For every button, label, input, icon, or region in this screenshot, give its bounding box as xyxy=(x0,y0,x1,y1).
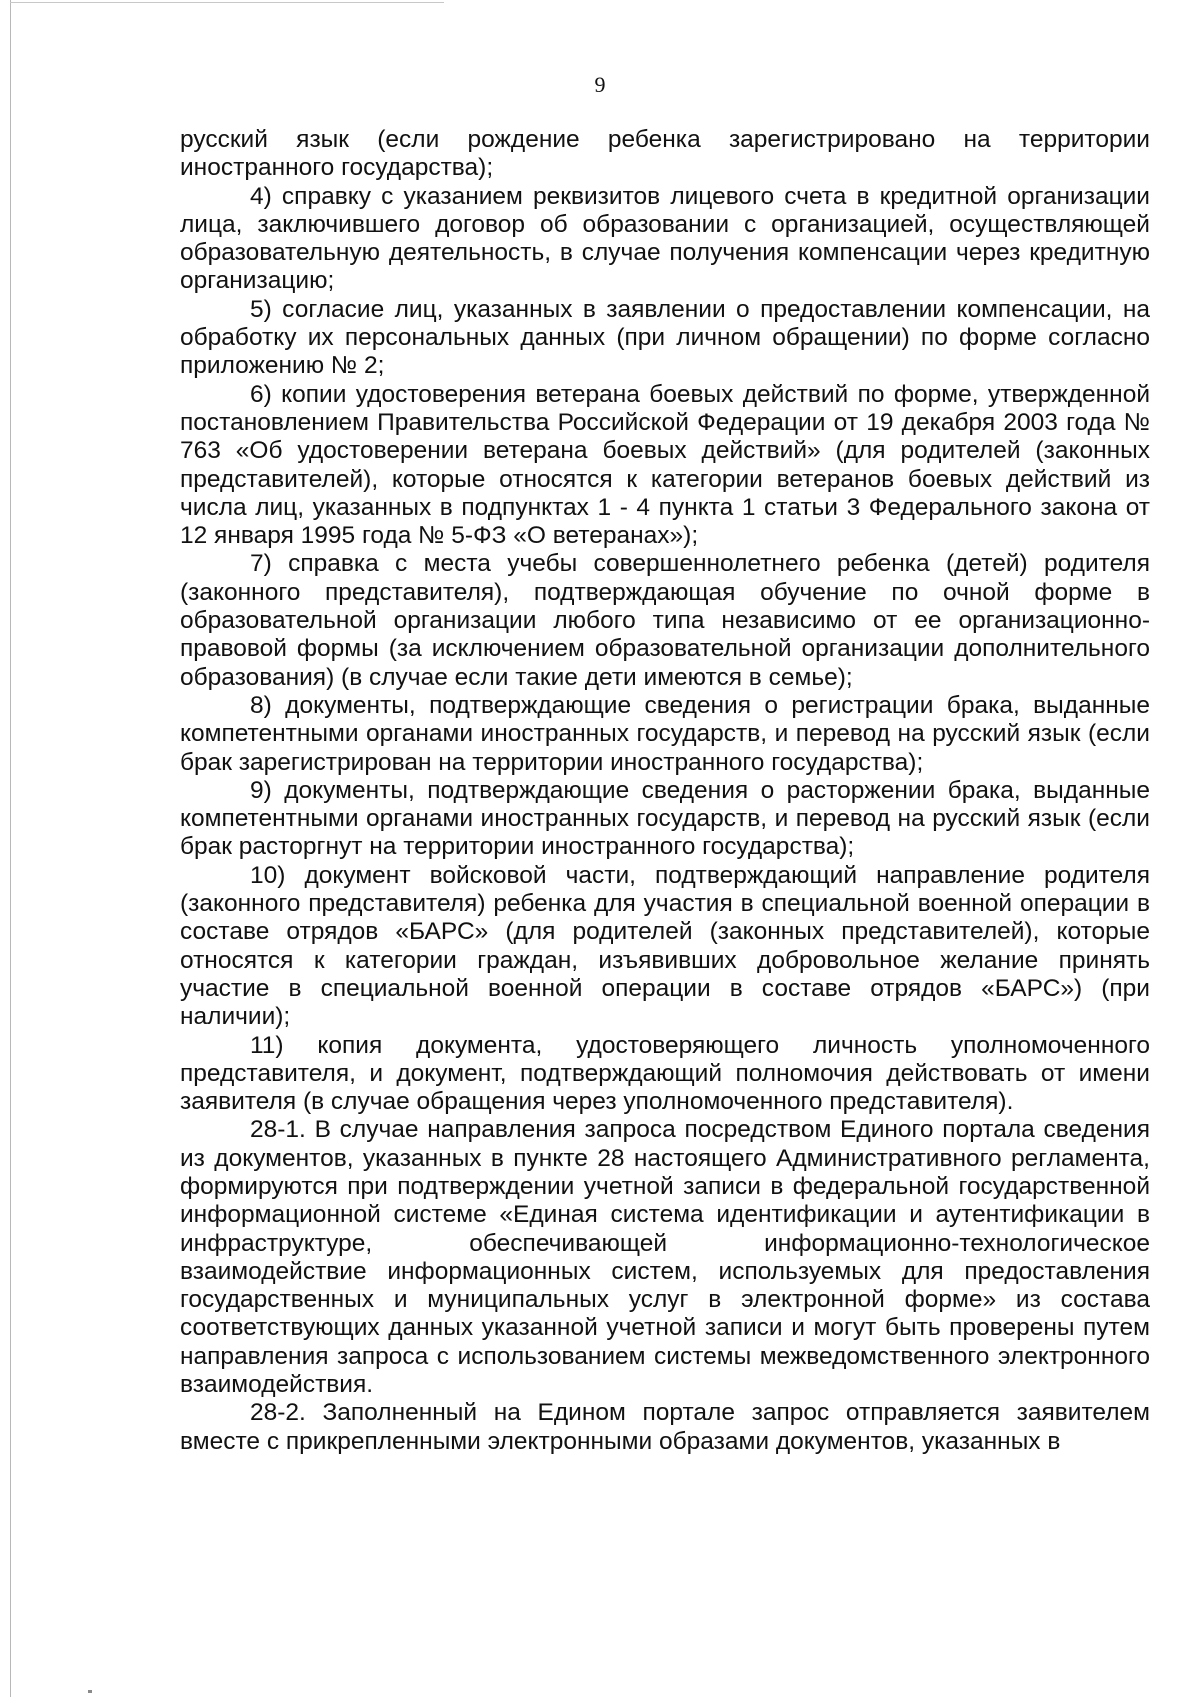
paragraph-item-7: 7) справка с места учебы совершеннолетнего ребенка (детей) родителя (законного представителя), подтверждающая обучение по очной форме в образовательной организации любого типа независимо от ее организационно-правовой формы (за исключением образовательной организации дополнительного образования) (в случае если такие дети имеются в семье); xyxy=(180,550,1150,691)
paragraph-item-11: 11) копия документа, удостоверяющего личность уполномоченного представителя, и документ, подтверждающий полномочия действовать от имени заявителя (в случае обращения через уполномоченного представителя). xyxy=(180,1031,1150,1116)
paragraph-item-28-1: 28-1. В случае направления запроса посредством Единого портала сведения из документов, указанных в пункте 28 настоящего Административного регламента, формируются при подтверждении учетной записи в федеральной государственной информационной системе «Единая система идентификации и аутентификации в инфраструктуре, обеспечивающей информационно-технологическое взаимодействие информационных систем, используемых для предоставления государственных и муниципальных услуг в электронной форме» из состава соответствующих данных указанной учетной записи и могут быть проверены путем направления запроса с использованием системы межведомственного электронного взаимодействия. xyxy=(180,1116,1150,1399)
document-body xyxy=(180,126,1150,1456)
paragraph-item-10: 10) документ войсковой части, подтверждающий направление родителя (законного представителя) ребенка для участия в специальной военной операции в составе отрядов «БАРС» (для родителей (законных представителей), которые относятся к категории граждан, изъявивших добровольное желание принять участие в специальной военной операции в составе отрядов «БАРС») (при наличии); xyxy=(180,861,1150,1031)
page-number: 9 xyxy=(594,72,606,97)
page-edge-left xyxy=(10,0,11,1697)
paragraph-item-4: 4) справку с указанием реквизитов лицевого счета в кредитной организации лица, заключившего договор об образовании с организацией, осуществляющей образовательную деятельность, в случае получения компенсации через кредитную организацию; xyxy=(180,182,1150,295)
scan-mark xyxy=(88,1690,92,1693)
paragraph-continuation: русский язык (если рождение ребенка зарегистрировано на территории иностранного государства); xyxy=(180,126,1150,182)
paragraph-item-9: 9) документы, подтверждающие сведения о расторжении брака, выданные компетентными органами иностранных государств, и перевод на русский язык (если брак расторгнут на территории иностранного государства); xyxy=(180,776,1150,861)
paragraph-item-8: 8) документы, подтверждающие сведения о регистрации брака, выданные компетентными органами иностранных государств, и перевод на русский язык (если брак зарегистрирован на территории иностранного государства); xyxy=(180,691,1150,776)
paragraph-item-28-2: 28-2. Заполненный на Едином портале запрос отправляется заявителем вместе с прикрепленными электронными образами документов, указанных в xyxy=(180,1399,1150,1455)
paragraph-item-6: 6) копии удостоверения ветерана боевых действий по форме, утвержденной постановлением Правительства Российской Федерации от 19 декабря 2003 года № 763 «Об удостоверении ветерана боевых действий» (для родителей (законных представителей), которые относятся к категории ветеранов боевых действий из числа лиц, указанных в подпунктах 1 - 4 пункта 1 статьи 3 Федерального закона от 12 января 1995 года № 5-ФЗ «О ветеранах»); xyxy=(180,380,1150,550)
paragraph-item-5: 5) согласие лиц, указанных в заявлении о предоставлении компенсации, на обработку их персональных данных (при личном обращении) по форме согласно приложению № 2; xyxy=(180,295,1150,380)
page-edge-top xyxy=(10,2,444,3)
